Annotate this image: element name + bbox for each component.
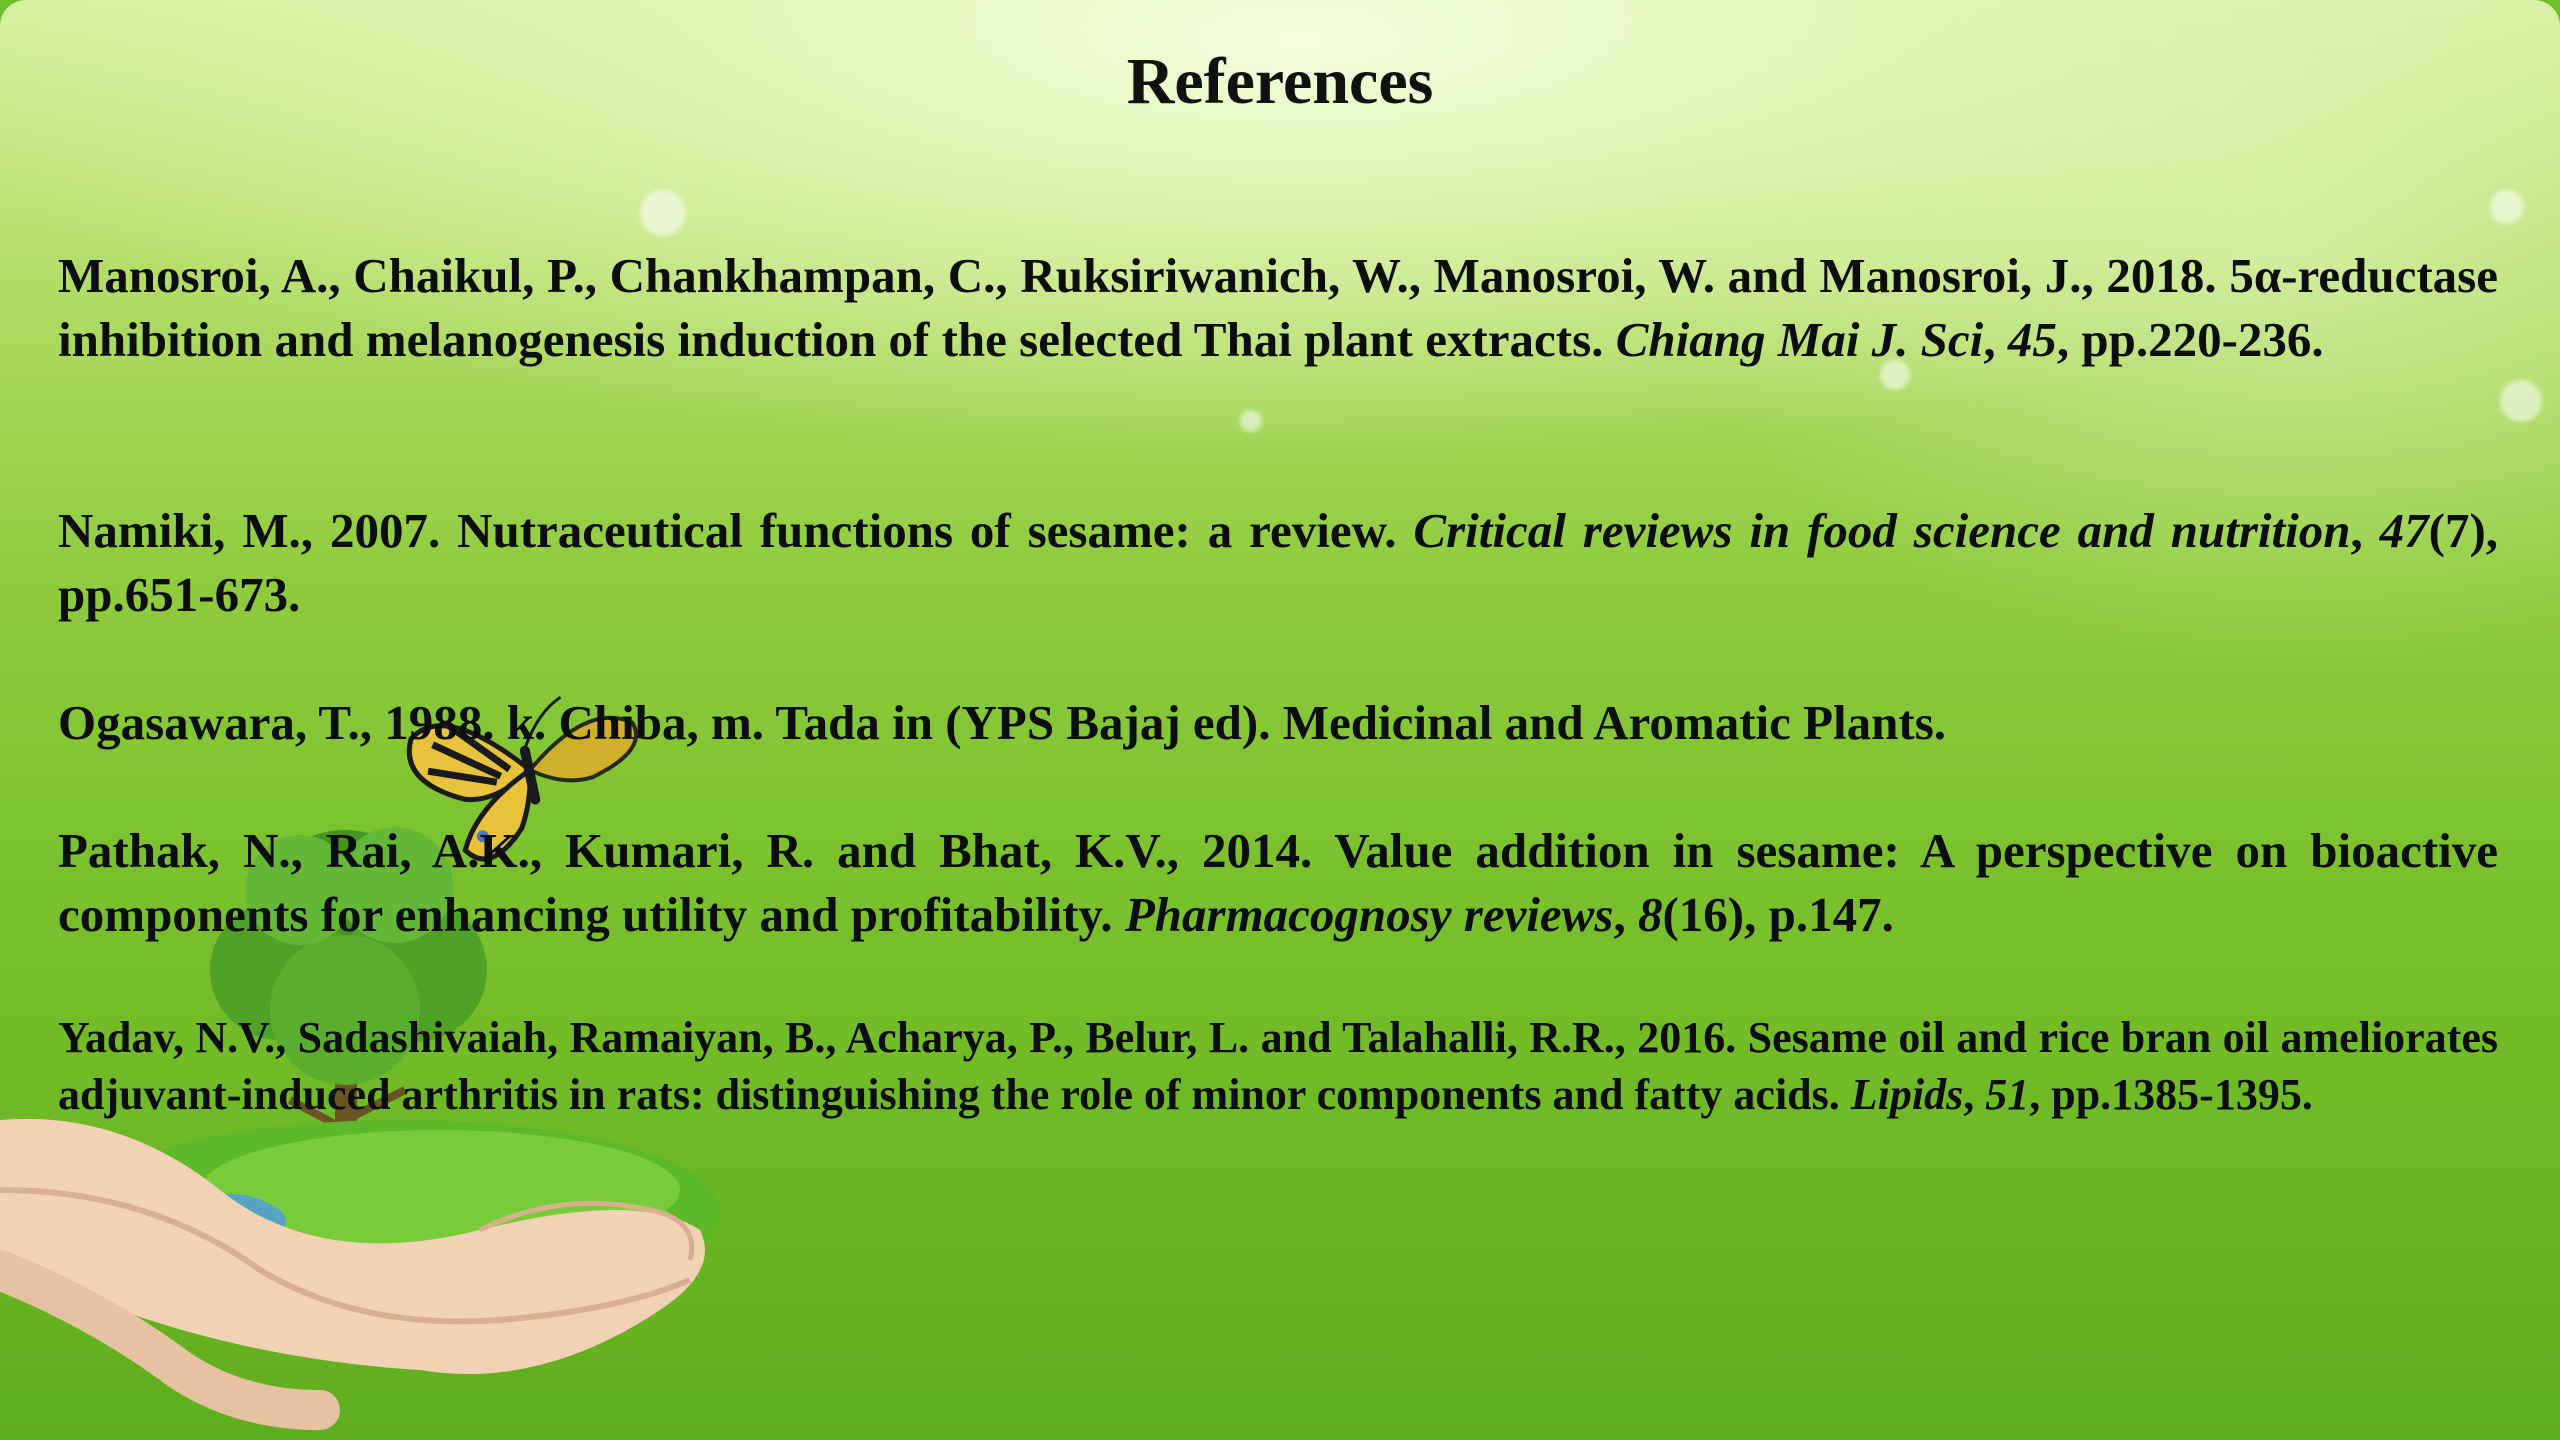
reference-item: [58, 499, 2498, 627]
reference-item: [58, 1009, 2498, 1123]
bokeh-light: [2490, 190, 2524, 224]
reference-pages: (16), p.147.: [1662, 887, 1894, 942]
reference-text: Namiki, M., 2007. Nutraceutical functions of sesame: a review.: [58, 503, 1397, 558]
reference-item: [58, 819, 2498, 947]
reference-text: Ogasawara, T., 1988. k. Chiba, m. Tada in (YPS Bajaj ed). Medicinal and Aromatic Plants.: [58, 695, 1947, 750]
reference-pages: (7), pp.651-673.: [58, 503, 2499, 622]
bokeh-light: [2500, 380, 2542, 422]
reference-volume: 8: [1637, 887, 1663, 942]
reference-text: Yadav, N.V., Sadashivaiah, Ramaiyan, B., Acharya, P., Belur, L. and Talahalli, R.R., 2016. Sesame oil and rice bran oil ameliorates adjuvant-induced arthritis in rats: distinguishing the role of minor components and fatty acids.: [58, 1013, 2498, 1119]
reference-separator: ,: [2350, 503, 2363, 558]
reference-text: Pathak, N., Rai, A.K., Kumari, R. and Bhat, K.V., 2014. Value addition in sesame: A perspective on bioactive components for enhancing utility and profitability.: [58, 823, 2498, 942]
reference-volume: 47: [2379, 503, 2429, 558]
reference-pages: , pp.220-236.: [2056, 312, 2324, 367]
bokeh-light: [640, 190, 686, 236]
reference-item: [58, 691, 2498, 755]
reference-separator: ,: [1983, 312, 1996, 367]
page-title: References: [1126, 45, 1434, 118]
reference-item: [58, 244, 2498, 372]
reference-journal: Lipids: [1850, 1070, 1964, 1119]
reference-separator: ,: [1963, 1070, 1975, 1119]
reference-journal: Critical reviews in food science and nutrition: [1413, 503, 2351, 558]
reference-journal: Chiang Mai J. Sci: [1615, 312, 1984, 367]
reference-separator: ,: [1613, 887, 1626, 942]
bokeh-light: [1240, 410, 1262, 432]
reference-volume: 45: [2007, 312, 2057, 367]
reference-pages: , pp.1385-1395.: [2029, 1070, 2313, 1119]
reference-journal: Pharmacognosy reviews: [1124, 887, 1614, 942]
reference-text: Manosroi, A., Chaikul, P., Chankhampan, C., Ruksiriwanich, W., Manosroi, W. and Manosroi, J., 2018. 5α-reductase inhibition and melanogenesis induction of the selected Thai plant extracts.: [58, 248, 2498, 367]
reference-volume: 51: [1985, 1070, 2030, 1119]
